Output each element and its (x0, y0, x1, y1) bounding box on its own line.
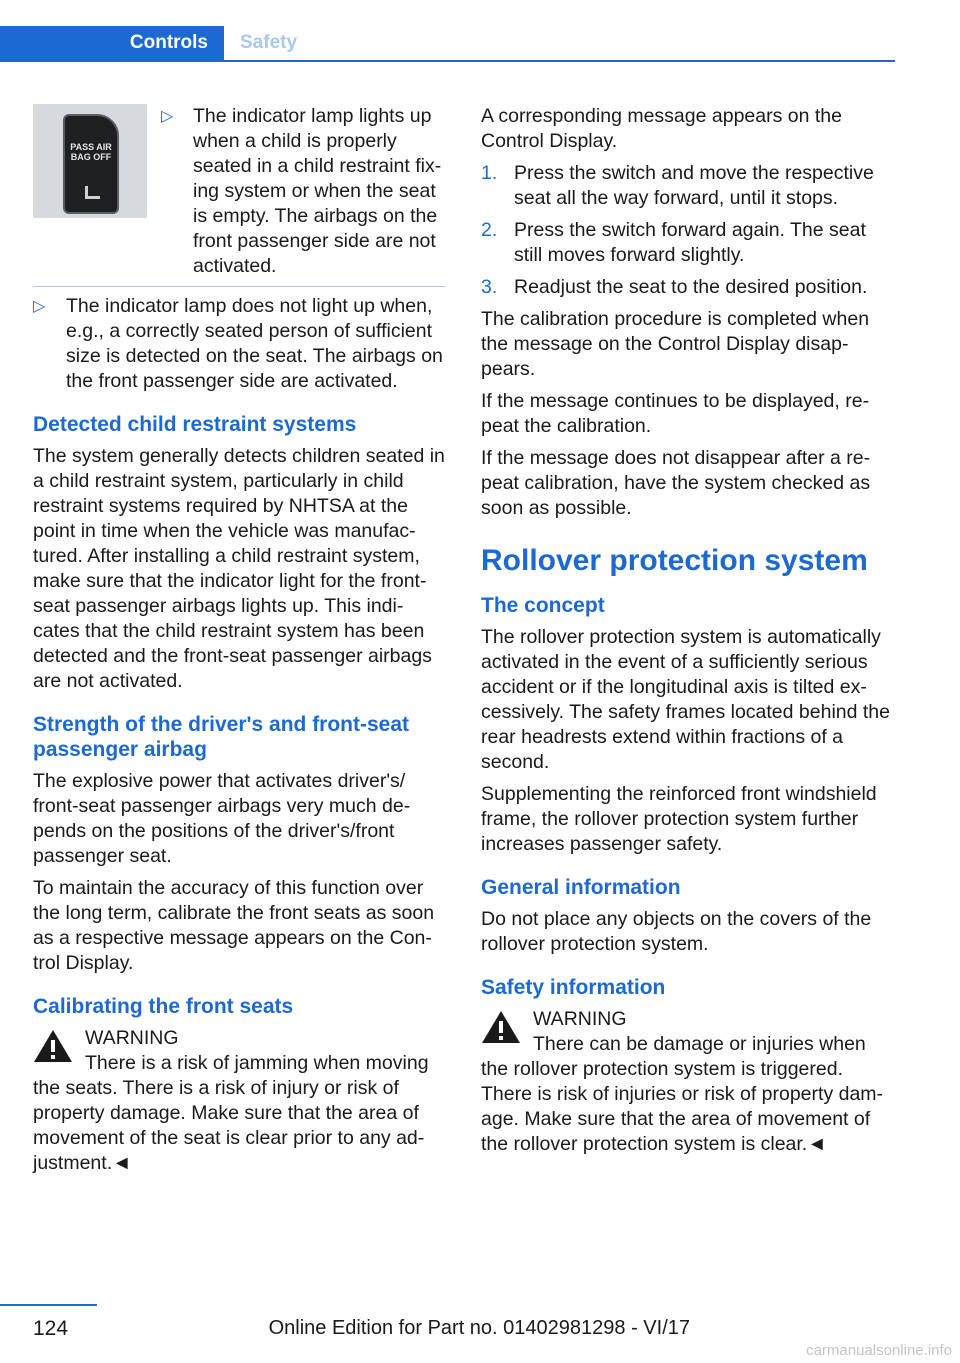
paragraph: A corresponding message appears on the Control Display. (481, 105, 842, 152)
paragraph: Do not place any objects on the covers of the rollover protection system. (481, 908, 872, 955)
warning-triangle-icon (481, 1009, 521, 1045)
warning-triangle-icon (33, 1028, 73, 1064)
child-seat-icon (85, 186, 100, 199)
warning-block (481, 1007, 895, 1157)
numbered-step (481, 218, 895, 268)
paragraph: Supplementing the reinforced front windshield frame, the rollover protection system further increases passenger safety. (481, 783, 877, 855)
lamp-bullet-row (33, 104, 445, 279)
bullet-text: The indicator lamp lights up when a child is properly seated in a child restraint fix‐ing system or when the seat is empty. The airbags on the front passenger side are not activated. (193, 105, 442, 277)
passenger-airbag-off-lamp-image (33, 104, 147, 218)
paragraph: If the message does not disappear after a re‐peat calibration, have the system checked as soon as possible. (481, 447, 871, 519)
footer-rule (0, 1304, 97, 1306)
step-text: Readjust the seat to the desired position. (514, 276, 868, 298)
paragraph: The rollover protection system is automatically activated in the event of a sufficiently serious accident or if the longitudinal axis is tilted ex‐cessively. The safety frames located behind the rear headrests extend within fractions of a second. (481, 626, 890, 773)
step-text: Press the switch and move the respective seat all the way forward, until it stops. (514, 162, 874, 209)
heading-general-information: General information (481, 876, 681, 899)
heading-detected-child-restraint: Detected child restraint systems (33, 413, 357, 436)
warning-block (33, 1026, 445, 1176)
numbered-step (481, 275, 895, 300)
header-tabs (0, 26, 895, 62)
heading-calibrating-front-seats: Calibrating the front seats (33, 995, 294, 1018)
step-text: Press the switch forward again. The seat still moves forward slightly. (514, 219, 866, 266)
warning-text-first-line: There can be damage or injuries when (533, 1033, 866, 1055)
warning-title: WARNING (533, 1008, 627, 1030)
right-column (481, 104, 895, 1157)
divider (33, 286, 445, 287)
tab-controls[interactable]: Controls (0, 26, 224, 60)
lamp-label: PASS AIR BAG OFF (70, 142, 112, 162)
heading-airbag-strength: Strength of the driver's and front-seat passenger airbag (33, 713, 410, 761)
warning-title: WARNING (85, 1027, 179, 1049)
warning-text: the seats. There is a risk of injury or risk of property damage. Make sure that the area of movement of the seat is clear prior to any ad‐justment.◄ (33, 1077, 425, 1174)
step-number: 3. (481, 276, 498, 298)
paragraph: The system generally detects children seated in a child restraint system, particularly in child restraint systems required by NHTSA at the point in time when the vehicle was manufac‐tured. After installing a child restraint system, make sure that the indicator light for the front-seat passenger airbags lights up. This indi‐cates that the child restraint system has been detected and the front-seat passenger airbags are not activated. (33, 445, 445, 692)
watermark: carmanualsonline.info (806, 1342, 952, 1359)
warning-text: the rollover protection system is triggered. There is risk of injuries or risk of property dam‐age. Make sure that the area of movement of the rollover protection system is clear.◄ (481, 1058, 884, 1155)
numbered-step (481, 161, 895, 211)
edition-label: Online Edition for Part no. 01402981298 - VI/17 (268, 1317, 690, 1339)
header-rule (0, 60, 895, 62)
heading-safety-information: Safety information (481, 976, 666, 999)
paragraph: To maintain the accuracy of this function over the long term, calibrate the front seats as soon as a respective message appears on the Con‐trol Display. (33, 877, 435, 974)
paragraph: The explosive power that activates driver's/ front-seat passenger airbags very much de‐pends on the positions of the driver's/front passenger seat. (33, 770, 411, 867)
tab-safety[interactable]: Safety (240, 32, 298, 53)
step-number: 1. (481, 162, 498, 184)
left-column (33, 104, 445, 1176)
bullet-text: The indicator lamp does not light up when, e.g., a correctly seated person of sufficient size is detected on the seat. The airbags on the front passenger side are activated. (66, 295, 443, 392)
list-item (33, 294, 445, 394)
triangle-bullet-icon: ▷ (33, 298, 46, 315)
page-number: 124 (33, 1317, 69, 1340)
list-item (161, 104, 445, 279)
triangle-bullet-icon: ▷ (161, 108, 174, 125)
warning-text-first-line: There is a risk of jamming when moving (85, 1052, 429, 1074)
paragraph: If the message continues to be displayed, re‐peat the calibration. (481, 390, 870, 437)
heading-the-concept: The concept (481, 594, 605, 617)
step-number: 2. (481, 219, 498, 241)
paragraph: The calibration procedure is completed when the message on the Control Display disap‐pears. (481, 308, 870, 380)
heading-rollover-protection: Rollover protection system (481, 544, 868, 577)
airbag-off-indicator-icon (63, 114, 119, 214)
